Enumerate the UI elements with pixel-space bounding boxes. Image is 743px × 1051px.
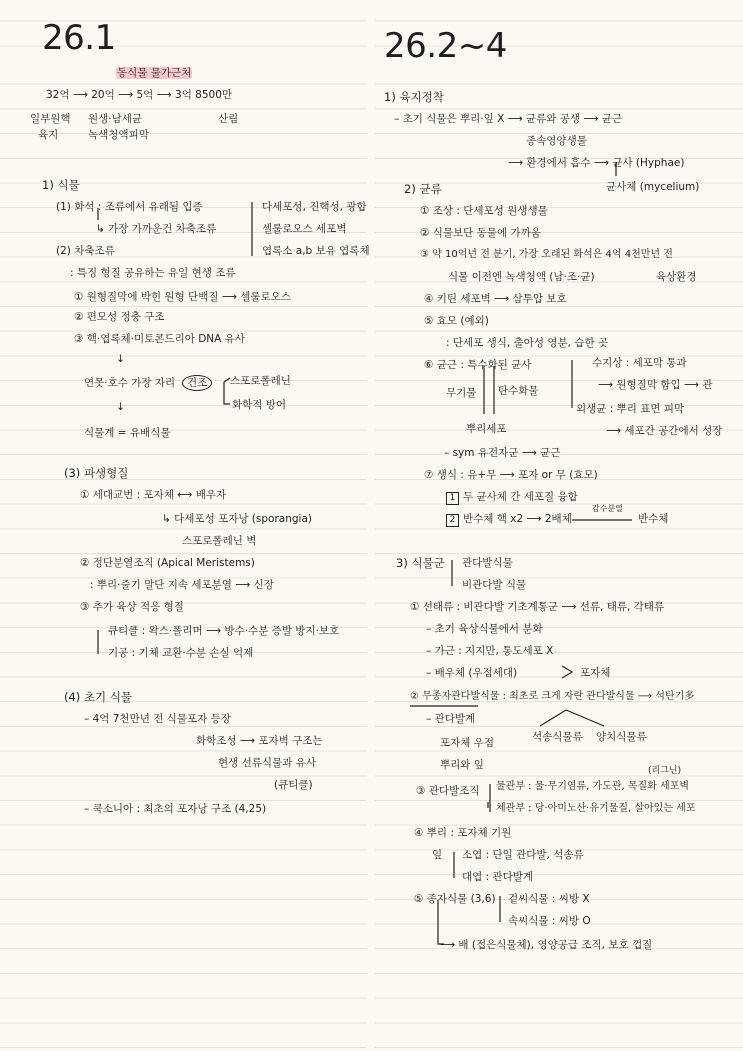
note-line: ⟶ 환경에서 흡수 ⟶ 균사 (Hyphae) xyxy=(508,157,685,169)
note-line: 1 두 균사체 간 세포질 융합 xyxy=(446,490,578,505)
note-line: 스포로폴레닌 xyxy=(230,375,291,387)
note-line: ① 조상 : 단세포성 원생생물 xyxy=(420,205,548,217)
note-line: – 4억 7천만년 전 식물포자 등장 xyxy=(84,713,231,725)
down-arrow: ↓ xyxy=(116,353,125,365)
era-label: 녹색청액피막 xyxy=(88,129,149,141)
arrow-label: 감수분열 xyxy=(592,504,623,513)
note-line: 양치식물류 xyxy=(596,731,647,743)
note-line: 비관다발 식물 xyxy=(462,579,527,591)
note-line: – sym 유전자군 ⟶ 균근 xyxy=(444,447,561,459)
note-line: ④ 뿌리 : 포자체 기원 xyxy=(414,827,512,839)
note-line: 2 반수체 핵 x2 ⟶ 2배체 xyxy=(446,512,572,527)
note-line: 석송식물류 xyxy=(532,731,583,743)
note-line: ⑦ 생식 : 유+무 ⟶ 포자 or 무 (효모) xyxy=(424,469,598,481)
note-line: (1) 화석 : 조류에서 유래됨 입증 xyxy=(56,201,203,213)
note-line: 뿌리세포 xyxy=(466,423,507,435)
note-line: 균사체 (mycelium) xyxy=(606,181,700,193)
note-line: ③ 핵·엽록체·미토콘드리아 DNA 유사 xyxy=(74,333,245,345)
note-line: 속씨식물 : 씨방 O xyxy=(508,915,591,927)
note-line: 화학적 방어 xyxy=(232,399,287,411)
note-line: 무기물 xyxy=(446,387,477,399)
note-line: 육상환경 xyxy=(656,271,697,283)
note-line: ⟶ 원형질막 함입 ⟶ 관 xyxy=(598,379,713,391)
column-gutter xyxy=(367,0,375,1051)
note-line: : 뿌리·줄기 말단 지속 세포분열 ⟶ 신장 xyxy=(90,579,274,591)
note-line: 셀룰로오스 세포벽 xyxy=(262,223,347,235)
section-heading: 2) 균류 xyxy=(404,182,442,196)
note-line: ④ 키틴 세포벽 ⟶ 삼투압 보호 xyxy=(424,293,567,305)
note-line: 종속영양생물 xyxy=(526,135,587,147)
note-line: 소엽 : 단일 관다발, 석송류 xyxy=(462,849,584,861)
note-line: (큐티클) xyxy=(274,779,313,791)
note-line: 잎 xyxy=(432,849,443,861)
note-line: 스포로폴레닌 벽 xyxy=(182,535,257,547)
note-line: ⑤ 효모 (예외) xyxy=(424,315,489,327)
note-line: 겉씨식물 : 씨방 X xyxy=(508,893,590,905)
note-line: : 단세포 생식, 출아성 영분, 습한 곳 xyxy=(446,337,609,349)
note-line: : 특징 형질 공유하는 유일 현생 조류 xyxy=(70,267,236,279)
circled-word: 건조 xyxy=(182,376,212,390)
right-title: 26.2~4 xyxy=(384,26,507,66)
subsection-heading: (2) 차축조류 xyxy=(56,245,115,257)
note-line: 뿌리와 잎 xyxy=(440,759,484,771)
timeline: 32억 ⟶ 20억 ⟶ 5억 ⟶ 3억 8500만 xyxy=(46,89,233,101)
note-line: – 배우체 (우점세대) xyxy=(426,667,518,679)
note-line: 엽록소 a,b 보유 엽록체 xyxy=(262,245,370,257)
note-line: ③ 관다발조직 xyxy=(416,785,480,797)
note-line: 탄수화물 xyxy=(498,385,539,397)
note-line: ⑤ 종자식물 (3,6) xyxy=(414,893,496,905)
era-label: 원생·남세균 xyxy=(88,113,143,125)
note-line: ⟶ 세포간 공간에서 성장 xyxy=(606,425,723,437)
note-line: (리그닌) xyxy=(648,766,682,776)
note-line: ② 편모성 정충 구조 xyxy=(74,311,165,323)
section-heading: 1) 식물 xyxy=(42,178,80,192)
note-line: 물관부 : 물·무기염류, 가도관, 목질화 세포벽 xyxy=(496,781,690,792)
section-heading: 1) 육지정착 xyxy=(384,90,444,104)
era-label: 일부원핵 xyxy=(30,113,71,125)
note-line: 수지상 : 세포막 통과 xyxy=(592,357,687,369)
left-title: 26.1 xyxy=(42,18,116,58)
note-line: 큐티클 : 왁스·폴리머 ⟶ 방수·수분 증발 방지·보호 xyxy=(108,625,340,637)
section-heading: (4) 초기 식물 xyxy=(64,690,133,704)
note-line: 관다발식물 xyxy=(462,557,513,569)
note-line: – 가근 : 지지만, 통도세포 X xyxy=(426,645,554,657)
note-line: 체관부 : 당·아미노산·유기물질, 살아있는 세포 xyxy=(496,803,696,814)
note-line: – 초기 식물은 뿌리·잎 X ⟶ 균류와 공생 ⟶ 균근 xyxy=(394,113,623,125)
note-line: 연못·호수 가장 자리 xyxy=(84,377,176,389)
note-line: 다세포성, 진핵성, 광합 xyxy=(262,201,367,213)
note-line: ② 정단분열조직 (Apical Meristems) xyxy=(80,557,255,569)
note-line: 현생 선류식물과 유사 xyxy=(218,757,316,769)
note-line: 식물 이전엔 녹색청액 (남·조·균) xyxy=(448,271,595,283)
note-line: 포자체 우점 xyxy=(440,737,495,749)
note-line: ⟶ 배 (접은식물체), 영양공급 조직, 보호 껍질 xyxy=(440,939,653,951)
note-line: – 관다발계 xyxy=(426,713,476,725)
note-line: ⑥ 균근 : 특수화된 균사 xyxy=(424,359,532,371)
note-line: ① 세대교번 : 포자체 ⟷ 배우자 xyxy=(80,489,227,501)
section-heading: (3) 파생형질 xyxy=(64,466,129,480)
timeline-header: 동식물 물가근처 xyxy=(117,67,192,79)
note-line: 대엽 : 관다발계 xyxy=(462,871,534,883)
era-label: 육지 xyxy=(38,129,59,141)
note-line: ③ 추가 육상 적응 형질 xyxy=(80,601,184,613)
note-line: – 초기 육상식물에서 분화 xyxy=(426,623,543,635)
note-line: 반수체 xyxy=(638,513,669,525)
note-line: 포자체 xyxy=(580,667,611,679)
note-line: ② 무종자관다발식물 : 최초로 크게 자란 관다발식물 ⟶ 석탄기多 xyxy=(410,691,695,702)
section-heading: 3) 식물군 xyxy=(396,556,445,570)
era-label: 산림 xyxy=(218,113,239,125)
note-line: 식물계 = 유배식물 xyxy=(84,427,171,439)
note-line: 외생균 : 뿌리 표면 피막 xyxy=(576,403,685,415)
note-line: ① 원형질막에 박힌 원형 단백질 ⟶ 셀룰로오스 xyxy=(74,291,291,303)
down-arrow: ↓ xyxy=(116,401,125,413)
note-line: 화학조성 ⟶ 포자벽 구조는 xyxy=(196,735,323,747)
note-line: ③ 약 10억년 전 분기, 가장 오래된 화석은 4억 4천만년 전 xyxy=(420,249,673,260)
note-line: ↳ 다세포성 포자낭 (sporangia) xyxy=(162,513,312,525)
note-line: ↳ 가장 가까운건 차축조류 xyxy=(96,223,217,235)
note-line: ① 선태류 : 비관다발 기초계통군 ⟶ 선류, 태류, 각태류 xyxy=(410,601,665,613)
note-line: ② 식물보단 동물에 가까움 xyxy=(420,227,541,239)
note-line: – 쿡소니아 : 최초의 포자낭 구조 (4,25) xyxy=(84,803,267,815)
note-line: 기공 : 기체 교환·수분 손실 억제 xyxy=(108,647,254,659)
